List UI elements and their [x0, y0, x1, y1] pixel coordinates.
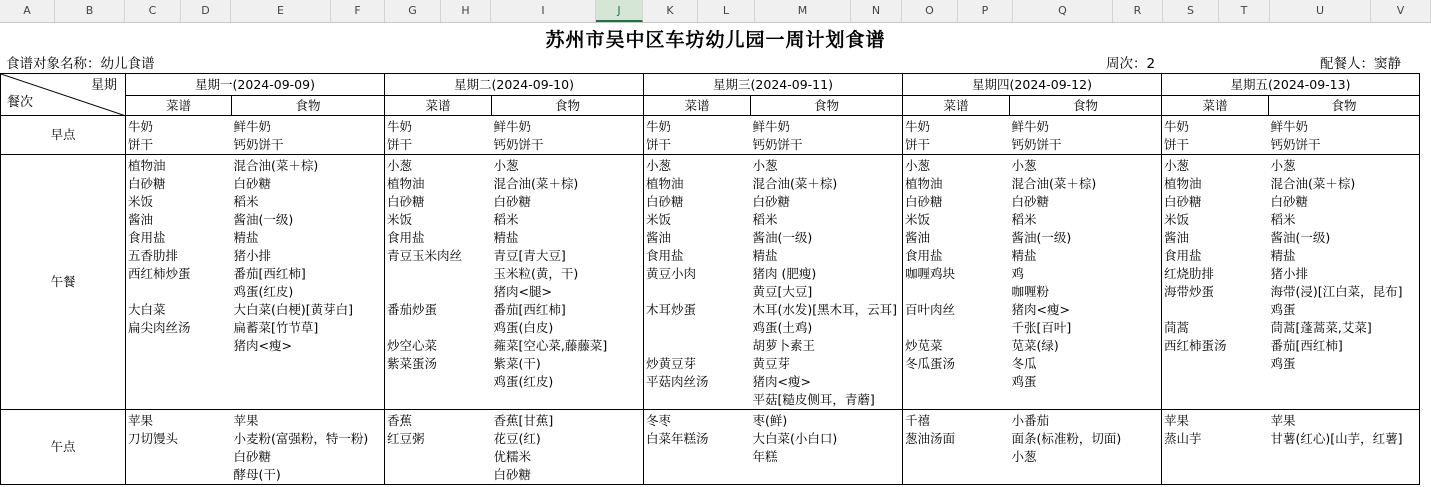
dish-name: 饼干: [1164, 137, 1190, 152]
column-header-k[interactable]: K: [643, 0, 698, 22]
dish-name: [646, 319, 751, 337]
day-header-4[interactable]: 星期四(2024-09-12): [903, 74, 1162, 96]
food-item: 冬瓜: [1011, 356, 1037, 371]
food-item: 鲜牛奶: [233, 119, 272, 134]
dish-header: 菜谱: [1162, 96, 1269, 116]
day-header-5[interactable]: 星期五(2024-09-13): [1162, 74, 1420, 96]
food-item: 猪肉<瘦>: [752, 374, 811, 389]
dish-name: [905, 448, 1010, 466]
food-item: 钙奶饼干: [233, 137, 284, 152]
dish-name: 牛奶: [128, 119, 154, 134]
dish-cell[interactable]: [1162, 116, 1269, 155]
food-item: 酱油(一级): [1011, 230, 1072, 245]
food-header: 食物: [1269, 96, 1420, 116]
food-cell[interactable]: [1269, 410, 1420, 485]
day-header-2[interactable]: 星期二(2024-09-10): [385, 74, 644, 96]
day-header-1[interactable]: 星期一(2024-09-09): [126, 74, 385, 96]
dish-name: 饼干: [387, 137, 413, 152]
food-item: 鸡蛋(红皮): [493, 374, 554, 389]
dish-name: 植物油: [1164, 176, 1202, 191]
dish-cell[interactable]: [903, 116, 1010, 155]
food-item: 苹果: [233, 413, 259, 428]
dish-name: 食用盐: [905, 248, 943, 263]
food-item: 黄豆芽: [752, 356, 791, 371]
food-item: 猪肉<瘦>: [233, 338, 292, 353]
dish-name: 饼干: [646, 137, 672, 152]
dish-name: 红豆粥: [387, 431, 425, 446]
food-item: 稻米: [1011, 212, 1037, 227]
dish-name: 苹果: [128, 413, 154, 428]
dish-header: 菜谱: [385, 96, 492, 116]
dish-name: 千禧: [905, 413, 931, 428]
food-item: 胡萝卜素王: [752, 338, 816, 353]
food-cell[interactable]: [1269, 155, 1420, 410]
food-item: [234, 355, 385, 373]
dish-name: 紫菜蛋汤: [387, 356, 438, 371]
food-item: 白砂糖: [233, 449, 272, 464]
food-item: 面条(标准粉，切面): [1011, 431, 1122, 446]
dish-name: 米饭: [128, 194, 154, 209]
food-item: 混合油(菜＋棕): [233, 158, 319, 173]
dish-name: 小葱: [646, 158, 672, 173]
dish-cell[interactable]: [126, 116, 232, 155]
menu-table: [0, 73, 1420, 485]
food-item: 白砂糖: [233, 176, 272, 191]
dish-cell[interactable]: [385, 410, 492, 485]
food-item: 玉米粒(黄，干): [493, 266, 579, 281]
food-item: 小麦粉(富强粉，特一粉): [233, 431, 369, 446]
dish-name: 植物油: [128, 158, 166, 173]
dish-name: [128, 337, 232, 355]
food-item: 甘薯(红心)[山芋，红薯]: [1270, 431, 1403, 446]
dish-name: 米饭: [387, 212, 413, 227]
dish-name: [128, 355, 232, 373]
food-item: 精盐: [1270, 248, 1296, 263]
dish-name: 饼干: [905, 137, 931, 152]
column-header-j[interactable]: J: [596, 0, 643, 22]
dish-name: 小葱: [905, 158, 931, 173]
food-header: 食物: [232, 96, 385, 116]
food-item: 白砂糖: [1011, 194, 1050, 209]
dish-name: [387, 319, 492, 337]
food-item: 钙奶饼干: [1270, 137, 1321, 152]
dish-name: 冬瓜蛋汤: [905, 356, 956, 371]
dish-name: [387, 283, 492, 301]
dish-name: [905, 319, 1010, 337]
food-item: 优糯米: [493, 449, 532, 464]
food-item: 鲜牛奶: [752, 119, 791, 134]
meal-label-snack: 午点: [1, 410, 126, 485]
dish-name: 饼干: [128, 137, 154, 152]
dish-name: 红烧肋排: [1164, 266, 1215, 281]
dish-cell[interactable]: [903, 155, 1010, 410]
food-item: 小葱: [1270, 158, 1296, 173]
dish-name: 酱油: [128, 212, 154, 227]
food-cell[interactable]: [492, 155, 644, 410]
dish-cell[interactable]: [644, 155, 751, 410]
food-item: 木耳(水发)[黑木耳，云耳]: [752, 302, 898, 317]
dish-name: [646, 391, 751, 409]
dish-header: 菜谱: [903, 96, 1010, 116]
food-item: 小葱: [1011, 158, 1037, 173]
food-item: 精盐: [1011, 248, 1037, 263]
dish-name: 米饭: [646, 212, 672, 227]
food-item: 鸡蛋(白皮): [493, 320, 554, 335]
food-item: 精盐: [752, 248, 778, 263]
dish-name: 食用盐: [646, 248, 684, 263]
food-item: 番茄[西红柿]: [1270, 338, 1343, 353]
dish-name: [646, 448, 751, 466]
dish-name: 食用盐: [128, 230, 166, 245]
dish-name: 植物油: [646, 176, 684, 191]
column-header-bar: [0, 0, 1431, 23]
food-item: 稻米: [752, 212, 778, 227]
food-cell[interactable]: [1010, 116, 1162, 155]
food-item: 花豆(红): [493, 431, 541, 446]
dish-cell[interactable]: [644, 410, 751, 485]
dish-name: 咖喱鸡块: [905, 266, 956, 281]
food-cell[interactable]: [232, 116, 385, 155]
food-cell[interactable]: [751, 410, 903, 485]
food-item: 混合油(菜＋棕): [1270, 176, 1356, 191]
dish-name: 白砂糖: [387, 194, 425, 209]
dish-name: [905, 373, 1010, 391]
food-item: 海带(浸)[江白菜，昆布]: [1270, 284, 1403, 299]
food-item: 大白菜(白梗)[黄芽白]: [233, 302, 354, 317]
food-item: 稻米: [1270, 212, 1296, 227]
dish-name: 小葱: [1164, 158, 1190, 173]
meal-row-snack: [1, 410, 1420, 485]
dish-cell[interactable]: [385, 155, 492, 410]
dish-name: 米饭: [1164, 212, 1190, 227]
food-item: 鸡蛋: [1270, 302, 1296, 317]
food-item: 精盐: [493, 230, 519, 245]
column-header-q[interactable]: Q: [1013, 0, 1113, 22]
dish-name: 食用盐: [1164, 248, 1202, 263]
dish-name: 白砂糖: [128, 176, 166, 191]
dish-name: 西红柿蛋汤: [1164, 338, 1227, 353]
food-item: 苹果: [1270, 413, 1296, 428]
meal-label-lunch: 午餐: [1, 155, 126, 410]
food-item: 钙奶饼干: [752, 137, 803, 152]
food-item: 稻米: [493, 212, 519, 227]
column-header-a[interactable]: A: [0, 0, 55, 22]
dish-name: 酱油: [1164, 230, 1190, 245]
dish-name: 牛奶: [1164, 119, 1190, 134]
meal-label-breakfast: 早点: [1, 116, 126, 155]
dish-name: [387, 448, 492, 466]
food-item: 稻米: [233, 194, 259, 209]
food-item: 小番茄: [1011, 413, 1050, 428]
dish-header: 菜谱: [644, 96, 751, 116]
column-header-h[interactable]: H: [441, 0, 491, 22]
sub-header-row: [1, 96, 1420, 116]
column-header-g[interactable]: G: [385, 0, 441, 22]
dish-name: 牛奶: [387, 119, 413, 134]
food-item: 酱油(一级): [1270, 230, 1331, 245]
food-header: 食物: [1010, 96, 1162, 116]
column-header-d[interactable]: D: [181, 0, 231, 22]
dish-name: [646, 337, 751, 355]
dish-cell[interactable]: [1162, 155, 1269, 410]
food-item: 鸡蛋(土鸡): [752, 320, 813, 335]
dish-name: 牛奶: [646, 119, 672, 134]
column-header-l[interactable]: L: [698, 0, 755, 22]
column-header-e[interactable]: E: [231, 0, 331, 22]
column-header-f[interactable]: F: [331, 0, 385, 22]
dish-name: 炒空心菜: [387, 338, 438, 353]
column-header-m[interactable]: M: [755, 0, 851, 22]
dish-name: 苹果: [1164, 413, 1190, 428]
dish-name: 米饭: [905, 212, 931, 227]
dish-name: [387, 265, 492, 283]
dish-name: 牛奶: [905, 119, 931, 134]
food-item: 鸡蛋: [1011, 374, 1037, 389]
dish-name: 木耳炒蛋: [646, 302, 697, 317]
food-cell[interactable]: [492, 116, 644, 155]
dish-name: [387, 373, 492, 391]
food-item: 蕹菜[空心菜,藤藤菜]: [493, 338, 608, 353]
food-item: 大白菜(小白口): [752, 431, 838, 446]
dish-cell[interactable]: [1162, 410, 1269, 485]
dish-name: 白砂糖: [1164, 194, 1202, 209]
dish-name: 植物油: [387, 176, 425, 191]
food-item: 猪小排: [233, 248, 272, 263]
food-item: 钙奶饼干: [1011, 137, 1062, 152]
dish-name: 白砂糖: [905, 194, 943, 209]
food-item: 鲜牛奶: [493, 119, 532, 134]
column-header-p[interactable]: P: [958, 0, 1013, 22]
dish-name: 青豆玉米肉丝: [387, 248, 463, 263]
food-cell[interactable]: [751, 116, 903, 155]
food-item: 茼蒿[蓬蒿菜,艾菜]: [1270, 320, 1372, 335]
column-header-r[interactable]: R: [1113, 0, 1163, 22]
dish-name: [646, 283, 751, 301]
food-item: 鲜牛奶: [1011, 119, 1050, 134]
food-item: 鸡蛋: [1270, 356, 1296, 371]
dish-name: 食用盐: [387, 230, 425, 245]
dish-name: 西红柿炒蛋: [128, 266, 191, 281]
preparer-label: 配餐人：窦静: [1320, 56, 1401, 72]
food-item: 青豆[青大豆]: [493, 248, 566, 263]
food-item: 钙奶饼干: [493, 137, 544, 152]
page-title: 苏州市吴中区车坊幼儿园一周计划食谱: [545, 29, 886, 51]
column-header-i[interactable]: I: [491, 0, 596, 22]
day-header-row: [1, 74, 1420, 96]
dish-name: [1164, 301, 1269, 319]
dish-name: 海带炒蛋: [1164, 284, 1215, 299]
column-header-o[interactable]: O: [902, 0, 958, 22]
dish-name: 酱油: [646, 230, 672, 245]
food-item: 枣(鲜): [752, 413, 788, 428]
dish-name: 白砂糖: [646, 194, 684, 209]
food-item: 混合油(菜＋棕): [493, 176, 579, 191]
column-header-v[interactable]: V: [1371, 0, 1431, 22]
food-item: 酱油(一级): [752, 230, 813, 245]
dish-name: 黄豆小肉: [646, 266, 697, 281]
food-cell[interactable]: [232, 155, 385, 410]
food-item: 精盐: [233, 230, 259, 245]
dish-name: 植物油: [905, 176, 943, 191]
dish-name: 五香肋排: [128, 248, 179, 263]
food-cell[interactable]: [751, 155, 903, 410]
food-item: 白砂糖: [1270, 194, 1309, 209]
food-item: 白砂糖: [752, 194, 791, 209]
food-item: 番茄[西红柿]: [493, 302, 566, 317]
column-header-u[interactable]: U: [1270, 0, 1371, 22]
dish-name: [387, 466, 492, 484]
food-item: 香蕉[甘蕉]: [493, 413, 554, 428]
dish-header: 菜谱: [126, 96, 232, 116]
dish-name: 百叶肉丝: [905, 302, 956, 317]
dish-name: [905, 283, 1010, 301]
food-item: 鸡蛋(红皮): [233, 284, 294, 299]
food-item: 酱油(一级): [233, 212, 294, 227]
food-cell[interactable]: [1010, 155, 1162, 410]
dish-name: [128, 283, 232, 301]
meal-row-lunch: [1, 155, 1420, 410]
meal-row-breakfast: [1, 116, 1420, 155]
column-header-n[interactable]: N: [851, 0, 902, 22]
food-item: 千张[百叶]: [1011, 320, 1072, 335]
week-label: 周次：2: [1106, 56, 1156, 72]
food-item: 猪肉<腿>: [493, 284, 552, 299]
dish-name: 扁尖肉丝汤: [128, 320, 191, 335]
food-item: 小葱: [493, 158, 519, 173]
dish-name: [128, 466, 232, 484]
dish-name: 番茄炒蛋: [387, 302, 438, 317]
food-item: 苋菜(绿): [1011, 338, 1059, 353]
food-item: 小葱: [1011, 449, 1037, 464]
food-item: 鸡: [1011, 266, 1025, 281]
food-item: 猪肉 (肥瘦): [752, 266, 817, 281]
food-cell[interactable]: [1269, 116, 1420, 155]
food-item: 紫菜(干): [493, 356, 541, 371]
dish-name: 茼蒿: [1164, 320, 1190, 335]
dish-cell[interactable]: [385, 116, 492, 155]
food-cell[interactable]: [492, 410, 644, 485]
dish-name: 冬枣: [646, 413, 672, 428]
column-header-t[interactable]: T: [1219, 0, 1270, 22]
food-item: 白砂糖: [493, 194, 532, 209]
dish-cell[interactable]: [126, 410, 232, 485]
food-item: 猪肉<瘦>: [1011, 302, 1070, 317]
food-header: 食物: [751, 96, 903, 116]
corner-meal-label: 餐次: [7, 95, 34, 110]
food-item: 猪小排: [1270, 266, 1309, 281]
food-item: 鲜牛奶: [1270, 119, 1309, 134]
dish-name: 香蕉: [387, 413, 413, 428]
dish-name: 酱油: [905, 230, 931, 245]
dish-name: [128, 448, 232, 466]
food-item: 混合油(菜＋棕): [1011, 176, 1097, 191]
dish-name: 葱油汤面: [905, 431, 956, 446]
dish-name: [1164, 355, 1269, 373]
dish-name: 大白菜: [128, 302, 166, 317]
target-label: 食谱对象名称：幼儿食谱: [6, 56, 155, 72]
food-item: 扁蓄菜[竹节草]: [233, 320, 319, 335]
dish-cell[interactable]: [126, 155, 232, 410]
food-item: 年糕: [752, 449, 778, 464]
column-header-c[interactable]: C: [125, 0, 181, 22]
dish-name: 炒苋菜: [905, 338, 943, 353]
food-item: 混合油(菜＋棕): [752, 176, 838, 191]
food-item: 番茄[西红柿]: [233, 266, 306, 281]
dish-name: 平菇肉丝汤: [646, 374, 709, 389]
food-item: 平菇[糙皮侧耳，青蘑]: [752, 392, 875, 407]
dish-name: 蒸山芋: [1164, 431, 1202, 446]
food-item: 酵母(干): [233, 467, 281, 482]
food-item: 咖喱粉: [1011, 284, 1050, 299]
food-header: 食物: [492, 96, 644, 116]
dish-name: 白菜年糕汤: [646, 431, 709, 446]
food-item: 白砂糖: [493, 467, 532, 482]
dish-name: 刀切馒头: [128, 431, 179, 446]
corner-weekday-label: 星期: [90, 78, 117, 93]
food-item: 小葱: [752, 158, 778, 173]
dish-name: 炒黄豆芽: [646, 356, 697, 371]
corner-cell: [1, 74, 126, 116]
food-item: 黄豆[大豆]: [752, 284, 813, 299]
day-header-3[interactable]: 星期三(2024-09-11): [644, 74, 903, 96]
dish-name: 小葱: [387, 158, 413, 173]
dish-cell[interactable]: [644, 116, 751, 155]
column-header-s[interactable]: S: [1163, 0, 1219, 22]
food-cell[interactable]: [232, 410, 385, 485]
column-header-b[interactable]: B: [55, 0, 125, 22]
food-cell[interactable]: [1010, 410, 1162, 485]
dish-cell[interactable]: [903, 410, 1010, 485]
